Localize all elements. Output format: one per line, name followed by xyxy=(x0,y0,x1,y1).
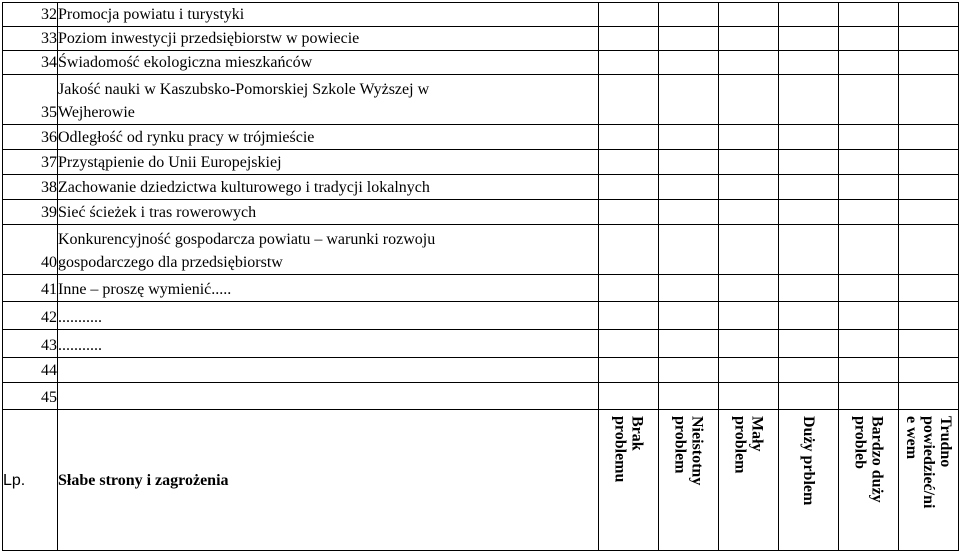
row-text-line: Sieć ścieżek i tras rowerowych xyxy=(58,204,257,221)
rating-cell[interactable] xyxy=(659,383,719,410)
table-row xyxy=(3,75,959,125)
rating-cell[interactable] xyxy=(839,200,899,225)
table-row xyxy=(3,275,959,302)
row-text xyxy=(58,3,599,27)
row-text-line: Jakość nauki w Kaszubsko-Pomorskiej Szkole Wyższej w xyxy=(58,81,430,98)
table-row xyxy=(3,175,959,200)
section-title: Słabe strony i zagrożenia xyxy=(58,410,599,551)
row-text xyxy=(58,150,599,175)
rating-cell[interactable] xyxy=(839,275,899,302)
rating-cell[interactable] xyxy=(899,51,959,75)
table-row xyxy=(3,150,959,175)
rating-cell[interactable] xyxy=(599,200,659,225)
row-text-line: Zachowanie dziedzictwa kulturowego i tradycji lokalnych xyxy=(58,179,430,196)
row-number: 33 xyxy=(3,27,58,51)
rating-cell[interactable] xyxy=(899,150,959,175)
rating-cell[interactable] xyxy=(839,125,899,150)
rating-cell[interactable] xyxy=(899,302,959,330)
rating-header-3 xyxy=(779,410,839,551)
rating-cell[interactable] xyxy=(839,27,899,51)
rating-cell[interactable] xyxy=(599,302,659,330)
rating-header-text-0 xyxy=(612,416,646,542)
rating-cell[interactable] xyxy=(599,3,659,27)
rating-cell[interactable] xyxy=(659,275,719,302)
rating-header-line: Brak xyxy=(628,416,646,451)
row-text xyxy=(58,200,599,225)
table-row xyxy=(3,200,959,225)
rating-cell[interactable] xyxy=(899,275,959,302)
row-text-line: ........... xyxy=(58,309,102,326)
rating-cell[interactable] xyxy=(599,175,659,200)
rating-cell[interactable] xyxy=(839,150,899,175)
rating-cell[interactable] xyxy=(779,383,839,410)
rating-header-4 xyxy=(839,410,899,551)
rating-cell[interactable] xyxy=(599,275,659,302)
rating-header-line: Trudno xyxy=(937,416,954,468)
table-row xyxy=(3,383,959,410)
rating-cell[interactable] xyxy=(659,75,719,125)
rating-cell[interactable] xyxy=(599,51,659,75)
row-text-line: ........... xyxy=(58,337,102,354)
rating-cell[interactable] xyxy=(719,3,779,27)
row-text-line: Poziom inwestycji przedsiębiorstw w powiecie xyxy=(58,30,360,47)
rating-header-line: Bardzo duży xyxy=(868,416,886,503)
lp-header: Lp. xyxy=(3,410,58,551)
rating-cell[interactable] xyxy=(599,383,659,410)
table-row xyxy=(3,330,959,358)
rating-cell[interactable] xyxy=(719,225,779,275)
rating-cell[interactable] xyxy=(779,225,839,275)
row-number: 36 xyxy=(3,125,58,150)
rating-header-text-1 xyxy=(672,416,706,542)
rating-cell[interactable] xyxy=(839,302,899,330)
rating-cell[interactable] xyxy=(899,383,959,410)
row-number: 42 xyxy=(3,302,58,330)
row-text-line: Odległość od rynku pracy w trójmieście xyxy=(58,129,315,146)
row-number: 38 xyxy=(3,175,58,200)
rating-cell[interactable] xyxy=(599,27,659,51)
rating-cell[interactable] xyxy=(719,275,779,302)
rating-cell[interactable] xyxy=(779,51,839,75)
table-row xyxy=(3,125,959,150)
rating-cell[interactable] xyxy=(899,200,959,225)
rating-cell[interactable] xyxy=(659,150,719,175)
row-number: 37 xyxy=(3,150,58,175)
row-text xyxy=(58,275,599,302)
rating-cell[interactable] xyxy=(779,125,839,150)
rating-header-line: probleb xyxy=(851,416,869,470)
rating-cell[interactable] xyxy=(659,302,719,330)
rating-cell[interactable] xyxy=(779,3,839,27)
row-number: 39 xyxy=(3,200,58,225)
row-text xyxy=(58,125,599,150)
row-number: 32 xyxy=(3,3,58,27)
row-text xyxy=(58,358,599,383)
row-text-line: Świadomość ekologiczna mieszkańców xyxy=(58,54,313,71)
rating-cell[interactable] xyxy=(779,75,839,125)
rating-cell[interactable] xyxy=(659,175,719,200)
rating-header-line: problem xyxy=(671,416,689,474)
rating-cell[interactable] xyxy=(719,27,779,51)
rating-cell[interactable] xyxy=(719,51,779,75)
row-number: 41 xyxy=(3,275,58,302)
rating-cell[interactable] xyxy=(839,225,899,275)
rating-cell[interactable] xyxy=(839,175,899,200)
row-text-line: Konkurencyjność gospodarcza powiatu – warunki rozwoju xyxy=(58,231,436,248)
rating-header-text-3 xyxy=(800,416,817,542)
table-row xyxy=(3,302,959,330)
rating-header-line: problemu xyxy=(611,416,629,483)
rating-cell[interactable] xyxy=(599,150,659,175)
rating-cell[interactable] xyxy=(779,175,839,200)
row-text-line: Inne – proszę wymienić..... xyxy=(58,281,232,298)
rating-cell[interactable] xyxy=(899,75,959,125)
rating-cell[interactable] xyxy=(599,225,659,275)
table-row xyxy=(3,225,959,275)
rating-cell[interactable] xyxy=(899,3,959,27)
rating-cell[interactable] xyxy=(599,75,659,125)
table-row xyxy=(3,51,959,75)
rating-cell[interactable] xyxy=(839,383,899,410)
table-row xyxy=(3,3,959,27)
rating-cell[interactable] xyxy=(719,200,779,225)
row-number: 43 xyxy=(3,330,58,358)
rating-header-text-5 xyxy=(903,416,954,542)
row-text xyxy=(58,75,599,125)
rating-cell[interactable] xyxy=(899,358,959,383)
rating-cell[interactable] xyxy=(719,125,779,150)
rating-header-line: Nieistotny xyxy=(688,416,706,486)
rating-cell[interactable] xyxy=(599,358,659,383)
rating-header-2 xyxy=(719,410,779,551)
rating-cell[interactable] xyxy=(779,275,839,302)
row-text xyxy=(58,383,599,410)
rating-header-line: e wem xyxy=(903,416,920,460)
row-number: 40 xyxy=(3,225,58,275)
rating-cell[interactable] xyxy=(839,3,899,27)
rating-header-5 xyxy=(899,410,959,551)
row-text xyxy=(58,175,599,200)
row-number: 44 xyxy=(3,358,58,383)
rating-cell[interactable] xyxy=(839,75,899,125)
rating-cell[interactable] xyxy=(659,330,719,358)
row-text xyxy=(58,302,599,330)
table-row xyxy=(3,27,959,51)
rating-header-0 xyxy=(599,410,659,551)
rating-cell[interactable] xyxy=(599,125,659,150)
rating-cell[interactable] xyxy=(899,175,959,200)
row-text-line: Wejherowie xyxy=(58,104,135,121)
rating-header-1 xyxy=(659,410,719,551)
rating-cell[interactable] xyxy=(719,75,779,125)
rating-cell[interactable] xyxy=(779,27,839,51)
row-text-line: gospodarczego dla przedsiębiorstw xyxy=(58,254,283,271)
rating-header-line: problem xyxy=(731,416,749,474)
rating-cell[interactable] xyxy=(659,3,719,27)
rating-cell[interactable] xyxy=(659,51,719,75)
threats-table xyxy=(2,2,959,551)
row-text-line: Promocja powiatu i turystyki xyxy=(58,6,245,23)
row-text xyxy=(58,330,599,358)
rating-cell[interactable] xyxy=(719,330,779,358)
rating-cell[interactable] xyxy=(719,358,779,383)
rating-cell[interactable] xyxy=(719,150,779,175)
row-number: 34 xyxy=(3,51,58,75)
rating-cell[interactable] xyxy=(659,225,719,275)
rating-header-line: powiedzieć/ni xyxy=(920,416,937,509)
rating-cell[interactable] xyxy=(779,330,839,358)
rating-cell[interactable] xyxy=(659,200,719,225)
row-text xyxy=(58,27,599,51)
rating-cell[interactable] xyxy=(899,125,959,150)
row-text xyxy=(58,225,599,275)
rating-cell[interactable] xyxy=(899,330,959,358)
rating-cell[interactable] xyxy=(719,175,779,200)
rating-cell[interactable] xyxy=(839,330,899,358)
rating-header-text-2 xyxy=(732,416,766,542)
row-text-line: Przystąpienie do Unii Europejskiej xyxy=(58,154,282,171)
header-row xyxy=(3,410,959,551)
table-row xyxy=(3,358,959,383)
rating-cell[interactable] xyxy=(719,383,779,410)
rating-cell[interactable] xyxy=(779,150,839,175)
rating-cell[interactable] xyxy=(779,200,839,225)
rating-cell[interactable] xyxy=(659,125,719,150)
rating-cell[interactable] xyxy=(899,27,959,51)
rating-cell[interactable] xyxy=(719,302,779,330)
rating-cell[interactable] xyxy=(779,302,839,330)
rating-cell[interactable] xyxy=(659,358,719,383)
rating-cell[interactable] xyxy=(659,27,719,51)
rating-header-text-4 xyxy=(852,416,886,542)
rating-cell[interactable] xyxy=(599,330,659,358)
rating-cell[interactable] xyxy=(839,358,899,383)
row-text xyxy=(58,51,599,75)
row-number: 35 xyxy=(3,75,58,125)
row-number: 45 xyxy=(3,383,58,410)
rating-header-line: Duży prblem xyxy=(800,416,817,506)
rating-cell[interactable] xyxy=(899,225,959,275)
rating-cell[interactable] xyxy=(839,51,899,75)
rating-cell[interactable] xyxy=(779,358,839,383)
rating-header-line: Mały xyxy=(748,416,766,452)
